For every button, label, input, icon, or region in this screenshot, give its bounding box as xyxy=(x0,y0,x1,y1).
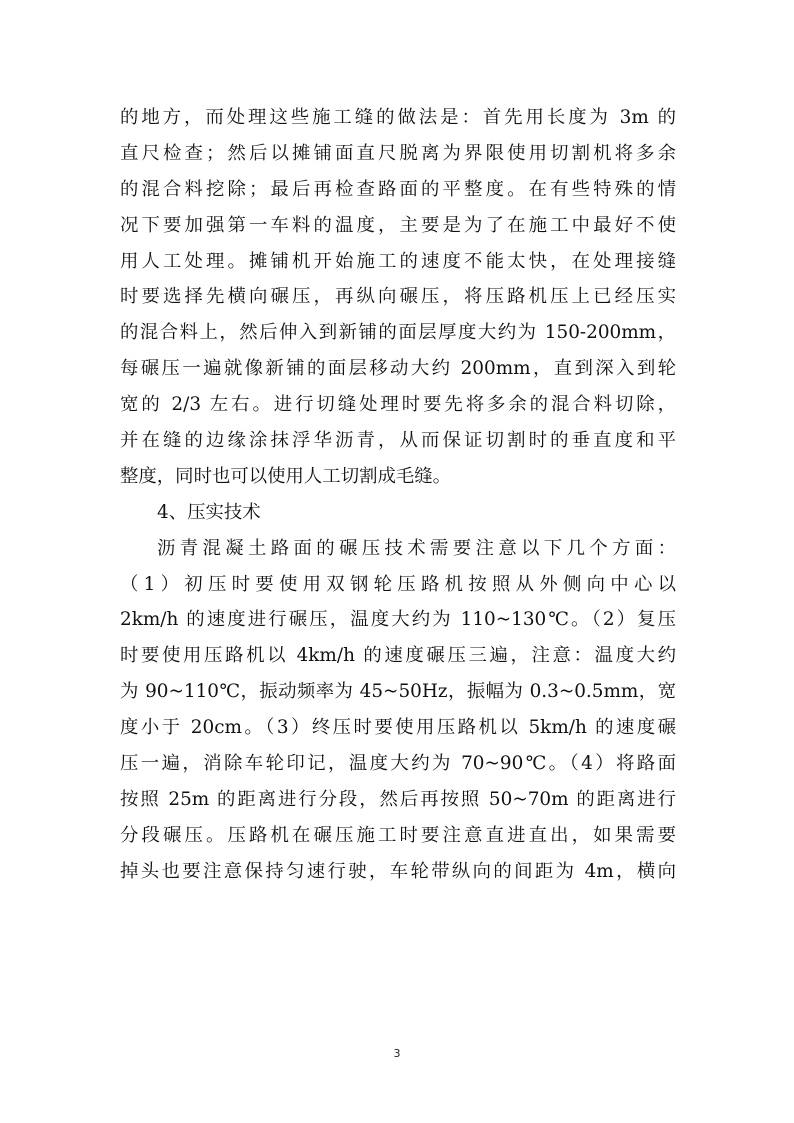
text-line: 分段碾压。压路机在碾压施工时要注意直进直出，如果需要 xyxy=(120,824,676,846)
text-line: 用人工处理。摊铺机开始施工的速度不能太快，在处理接缝 xyxy=(120,250,676,272)
text-line: 沥青混凝土路面的碾压技术需要注意以下几个方面： xyxy=(157,537,676,559)
text-line: 宽的 2/3 左右。进行切缝处理时要先将多余的混合料切除， xyxy=(120,394,676,416)
text-line: 为 90~110℃，振动频率为 45~50Hz，振幅为 0.3~0.5mm，宽 xyxy=(120,681,676,703)
text-line: 时要选择先横向碾压，再纵向碾压，将压路机压上已经压实 xyxy=(120,286,676,308)
paragraph-construction-joints xyxy=(120,100,676,495)
document-body xyxy=(120,100,676,890)
text-line: 度小于 20cm。（3）终压时要使用压路机以 5km/h 的速度碾 xyxy=(120,717,676,739)
text-line: 况下要加强第一车料的温度，主要是为了在施工中最好不使 xyxy=(120,214,676,236)
text-line: 每碾压一遍就像新铺的面层移动大约 200mm，直到深入到轮 xyxy=(120,358,676,380)
page-number: 3 xyxy=(393,1047,401,1060)
text-line: 的混合料挖除；最后再检查路面的平整度。在有些特殊的情 xyxy=(120,178,676,200)
section-heading: 4、压实技术 xyxy=(157,501,261,523)
text-line: 时要使用压路机以 4km/h 的速度碾压三遍，注意：温度大约 xyxy=(120,645,676,667)
text-line: 2km/h 的速度进行碾压，温度大约为 110~130℃。（2）复压 xyxy=(120,609,676,631)
text-line: 的地方，而处理这些施工缝的做法是：首先用长度为 3m 的 xyxy=(120,107,676,128)
text-line: 掉头也要注意保持匀速行驶，车轮带纵向的间距为 4m，横向 xyxy=(120,860,676,882)
text-line: （1）初压时要使用双钢轮压路机按照从外侧向中心以 xyxy=(120,573,676,595)
text-line: 压一遍，消除车轮印记，温度大约为 70~90℃。（4）将路面 xyxy=(120,753,676,775)
paragraph-compaction-technique xyxy=(120,531,676,890)
text-line: 按照 25m 的距离进行分段，然后再按照 50~70m 的距离进行 xyxy=(120,788,676,810)
text-line: 并在缝的边缘涂抹浮华沥青，从而保证切割时的垂直度和平 xyxy=(120,430,676,452)
text-line: 整度，同时也可以使用人工切割成毛缝。 xyxy=(120,465,452,487)
text-line: 直尺检查；然后以摊铺面直尺脱离为界限使用切割机将多余 xyxy=(120,142,676,164)
text-line: 的混合料上，然后伸入到新铺的面层厚度大约为 150-200mm， xyxy=(120,322,676,344)
